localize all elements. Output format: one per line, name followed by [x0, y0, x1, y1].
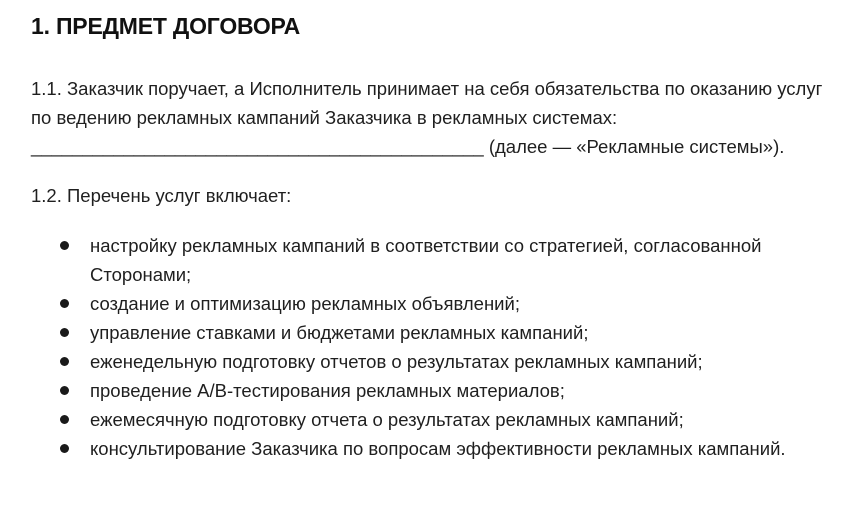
- list-item-text: консультирование Заказчика по вопросам эффективности рекламных кампаний.: [90, 438, 786, 459]
- contract-document: [31, 0, 831, 463]
- bullet-icon: [60, 415, 69, 424]
- list-item-text: создание и оптимизацию рекламных объявлений;: [90, 293, 520, 314]
- list-item-text: проведение A/B-тестирования рекламных материалов;: [90, 380, 565, 401]
- list-item-text: управление ставками и бюджетами рекламных кампаний;: [90, 322, 589, 343]
- bullet-icon: [60, 386, 69, 395]
- section-heading: 1. ПРЕДМЕТ ДОГОВОРА: [31, 13, 301, 39]
- clause-1-2: 1.2. Перечень услуг включает:: [31, 185, 292, 206]
- list-item: [31, 434, 831, 463]
- clause-1-1: 1.1. Заказчик поручает, а Исполнитель принимает на себя обязательства по оказанию услуг по ведению рекламных кампаний Заказчика в рекламных системах: ____________________________________________ (далее — «Рекламные системы»).: [31, 78, 823, 157]
- list-item: [31, 376, 831, 405]
- list-item: [31, 318, 831, 347]
- list-item-text: еженедельную подготовку отчетов о результатах рекламных кампаний;: [90, 351, 703, 372]
- list-item: [31, 289, 831, 318]
- list-item-text: настройку рекламных кампаний в соответствии со стратегией, согласованной Сторонами;: [90, 235, 762, 285]
- list-item: [31, 405, 831, 434]
- list-item: [31, 347, 831, 376]
- list-item: [31, 231, 831, 289]
- bullet-icon: [60, 357, 69, 366]
- bullet-icon: [60, 299, 69, 308]
- list-item-text: ежемесячную подготовку отчета о результатах рекламных кампаний;: [90, 409, 684, 430]
- bullet-icon: [60, 328, 69, 337]
- bullet-icon: [60, 444, 69, 453]
- bullet-icon: [60, 241, 69, 250]
- services-list: [31, 231, 831, 463]
